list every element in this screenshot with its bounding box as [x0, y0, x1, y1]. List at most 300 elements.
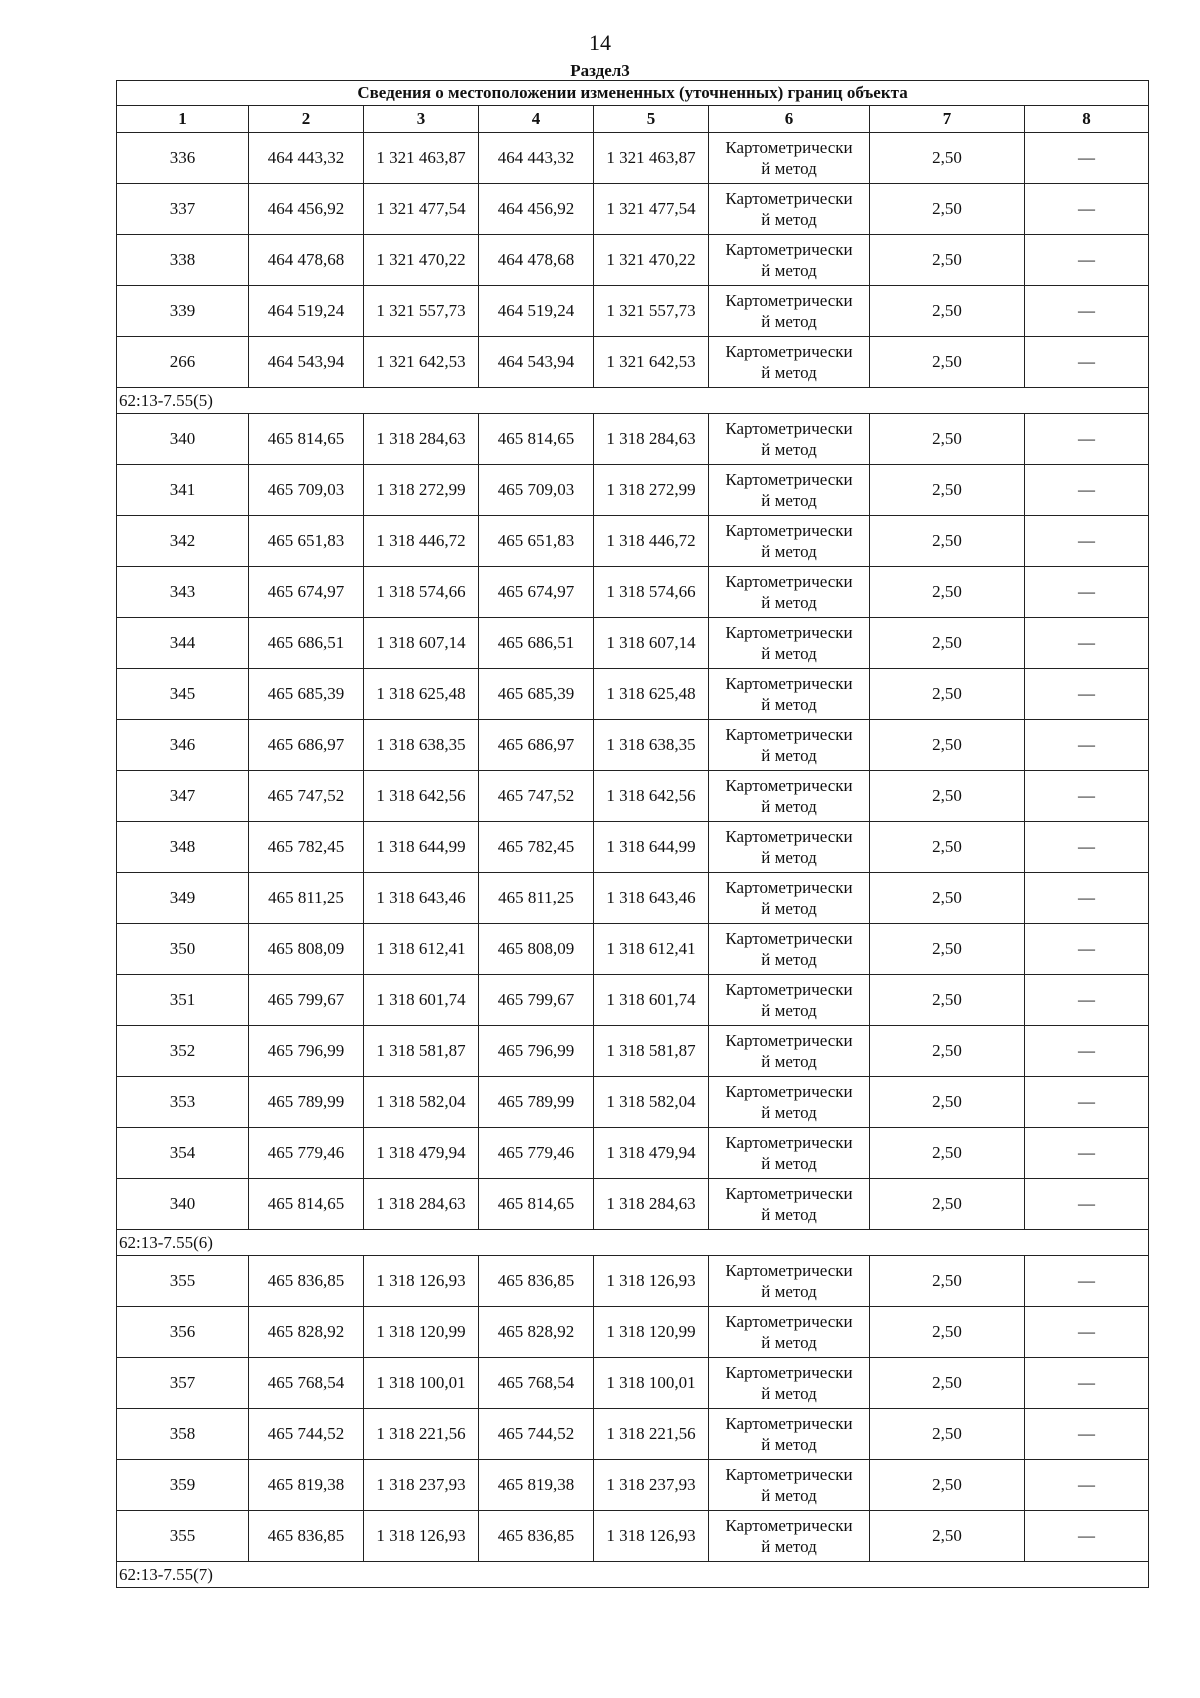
method-line-2: й метод [761, 261, 817, 280]
column-header-6: 6 [709, 106, 870, 133]
y-existing-cell: 1 321 463,87 [364, 133, 479, 184]
table-row [117, 771, 1149, 822]
description-cell: — [1025, 465, 1149, 516]
method-line-2: й метод [761, 210, 817, 229]
y-new-cell: 1 318 642,56 [594, 771, 709, 822]
point-number-cell: 336 [117, 133, 249, 184]
y-existing-cell: 1 318 601,74 [364, 975, 479, 1026]
accuracy-cell: 2,50 [870, 184, 1025, 235]
y-existing-cell: 1 318 612,41 [364, 924, 479, 975]
method-cell [709, 1256, 870, 1307]
table-row [117, 1256, 1149, 1307]
method-line-1: Картометрически [725, 827, 853, 846]
method-line-2: й метод [761, 159, 817, 178]
point-number-cell: 338 [117, 235, 249, 286]
y-new-cell: 1 321 463,87 [594, 133, 709, 184]
y-existing-cell: 1 318 642,56 [364, 771, 479, 822]
y-new-cell: 1 321 557,73 [594, 286, 709, 337]
method-cell [709, 975, 870, 1026]
method-line-2: й метод [761, 1384, 817, 1403]
method-line-2: й метод [761, 1103, 817, 1122]
method-line-2: й метод [761, 899, 817, 918]
method-line-2: й метод [761, 1537, 817, 1556]
method-line-2: й метод [761, 1154, 817, 1173]
x-existing-cell: 464 478,68 [249, 235, 364, 286]
table-row [117, 414, 1149, 465]
accuracy-cell: 2,50 [870, 337, 1025, 388]
column-header-1: 1 [117, 106, 249, 133]
x-existing-cell: 465 828,92 [249, 1307, 364, 1358]
y-new-cell: 1 318 272,99 [594, 465, 709, 516]
y-existing-cell: 1 318 446,72 [364, 516, 479, 567]
method-line-2: й метод [761, 746, 817, 765]
method-cell [709, 235, 870, 286]
y-existing-cell: 1 318 644,99 [364, 822, 479, 873]
table-caption: Сведения о местоположении измененных (уточненных) границ объекта [117, 81, 1149, 106]
method-line-2: й метод [761, 440, 817, 459]
point-number-cell: 353 [117, 1077, 249, 1128]
point-number-cell: 350 [117, 924, 249, 975]
description-cell: — [1025, 1409, 1149, 1460]
method-cell [709, 1460, 870, 1511]
y-new-cell: 1 321 642,53 [594, 337, 709, 388]
x-existing-cell: 465 811,25 [249, 873, 364, 924]
method-cell [709, 184, 870, 235]
y-existing-cell: 1 318 582,04 [364, 1077, 479, 1128]
description-cell: — [1025, 133, 1149, 184]
accuracy-cell: 2,50 [870, 414, 1025, 465]
method-line-2: й метод [761, 363, 817, 382]
y-existing-cell: 1 318 479,94 [364, 1128, 479, 1179]
x-existing-cell: 465 819,38 [249, 1460, 364, 1511]
accuracy-cell: 2,50 [870, 720, 1025, 771]
point-number-cell: 355 [117, 1256, 249, 1307]
x-new-cell: 465 674,97 [479, 567, 594, 618]
y-new-cell: 1 318 601,74 [594, 975, 709, 1026]
accuracy-cell: 2,50 [870, 1179, 1025, 1230]
x-new-cell: 465 808,09 [479, 924, 594, 975]
y-existing-cell: 1 318 625,48 [364, 669, 479, 720]
group-header-row [117, 1562, 1149, 1588]
x-existing-cell: 465 779,46 [249, 1128, 364, 1179]
accuracy-cell: 2,50 [870, 873, 1025, 924]
table-row [117, 1179, 1149, 1230]
x-new-cell: 464 478,68 [479, 235, 594, 286]
column-number-row [117, 106, 1149, 133]
accuracy-cell: 2,50 [870, 924, 1025, 975]
x-existing-cell: 465 747,52 [249, 771, 364, 822]
accuracy-cell: 2,50 [870, 771, 1025, 822]
point-number-cell: 358 [117, 1409, 249, 1460]
description-cell: — [1025, 720, 1149, 771]
method-cell [709, 1026, 870, 1077]
point-number-cell: 355 [117, 1511, 249, 1562]
accuracy-cell: 2,50 [870, 1460, 1025, 1511]
x-existing-cell: 465 686,97 [249, 720, 364, 771]
method-line-1: Картометрически [725, 623, 853, 642]
y-existing-cell: 1 318 638,35 [364, 720, 479, 771]
y-new-cell: 1 318 221,56 [594, 1409, 709, 1460]
y-new-cell: 1 318 120,99 [594, 1307, 709, 1358]
x-new-cell: 465 685,39 [479, 669, 594, 720]
table-row [117, 924, 1149, 975]
point-number-cell: 357 [117, 1358, 249, 1409]
table-row [117, 873, 1149, 924]
table-row [117, 1358, 1149, 1409]
method-cell [709, 873, 870, 924]
description-cell: — [1025, 516, 1149, 567]
method-cell [709, 720, 870, 771]
x-existing-cell: 464 456,92 [249, 184, 364, 235]
x-new-cell: 464 519,24 [479, 286, 594, 337]
method-cell [709, 465, 870, 516]
table-row [117, 1409, 1149, 1460]
table-row [117, 235, 1149, 286]
method-line-2: й метод [761, 1435, 817, 1454]
x-new-cell: 465 814,65 [479, 414, 594, 465]
method-cell [709, 133, 870, 184]
description-cell: — [1025, 286, 1149, 337]
description-cell: — [1025, 1256, 1149, 1307]
y-new-cell: 1 318 446,72 [594, 516, 709, 567]
method-line-1: Картометрически [725, 521, 853, 540]
x-existing-cell: 465 799,67 [249, 975, 364, 1026]
accuracy-cell: 2,50 [870, 1307, 1025, 1358]
accuracy-cell: 2,50 [870, 516, 1025, 567]
y-new-cell: 1 318 126,93 [594, 1256, 709, 1307]
table-row [117, 286, 1149, 337]
x-existing-cell: 465 744,52 [249, 1409, 364, 1460]
description-cell: — [1025, 1460, 1149, 1511]
y-existing-cell: 1 318 284,63 [364, 414, 479, 465]
method-cell [709, 1179, 870, 1230]
y-existing-cell: 1 321 642,53 [364, 337, 479, 388]
method-cell [709, 1511, 870, 1562]
x-new-cell: 465 836,85 [479, 1256, 594, 1307]
x-existing-cell: 465 674,97 [249, 567, 364, 618]
method-line-2: й метод [761, 593, 817, 612]
method-line-2: й метод [761, 1052, 817, 1071]
table-row [117, 1460, 1149, 1511]
column-header-3: 3 [364, 106, 479, 133]
x-new-cell: 465 782,45 [479, 822, 594, 873]
method-line-1: Картометрически [725, 1516, 853, 1535]
table-row [117, 1077, 1149, 1128]
accuracy-cell: 2,50 [870, 669, 1025, 720]
table-body [117, 133, 1149, 1588]
accuracy-cell: 2,50 [870, 465, 1025, 516]
method-cell [709, 286, 870, 337]
table-row [117, 669, 1149, 720]
y-new-cell: 1 318 644,99 [594, 822, 709, 873]
accuracy-cell: 2,50 [870, 618, 1025, 669]
point-number-cell: 348 [117, 822, 249, 873]
method-line-1: Картометрически [725, 1031, 853, 1050]
y-existing-cell: 1 318 100,01 [364, 1358, 479, 1409]
table-row [117, 1511, 1149, 1562]
x-existing-cell: 465 836,85 [249, 1511, 364, 1562]
method-line-1: Картометрически [725, 291, 853, 310]
y-existing-cell: 1 318 120,99 [364, 1307, 479, 1358]
y-existing-cell: 1 318 284,63 [364, 1179, 479, 1230]
group-header-row [117, 1230, 1149, 1256]
method-cell [709, 337, 870, 388]
method-line-1: Картометрически [725, 1082, 853, 1101]
point-number-cell: 359 [117, 1460, 249, 1511]
method-cell [709, 1307, 870, 1358]
table-row [117, 567, 1149, 618]
description-cell: — [1025, 414, 1149, 465]
description-cell: — [1025, 1511, 1149, 1562]
method-cell [709, 771, 870, 822]
column-header-4: 4 [479, 106, 594, 133]
y-existing-cell: 1 318 126,93 [364, 1256, 479, 1307]
x-existing-cell: 464 543,94 [249, 337, 364, 388]
table-row [117, 465, 1149, 516]
method-line-2: й метод [761, 1486, 817, 1505]
x-existing-cell: 465 709,03 [249, 465, 364, 516]
description-cell: — [1025, 337, 1149, 388]
y-existing-cell: 1 318 607,14 [364, 618, 479, 669]
y-existing-cell: 1 318 237,93 [364, 1460, 479, 1511]
x-new-cell: 465 811,25 [479, 873, 594, 924]
method-line-1: Картометрически [725, 929, 853, 948]
point-number-cell: 341 [117, 465, 249, 516]
table-row [117, 618, 1149, 669]
accuracy-cell: 2,50 [870, 822, 1025, 873]
boundary-table [116, 80, 1149, 1588]
x-new-cell: 465 819,38 [479, 1460, 594, 1511]
x-new-cell: 465 796,99 [479, 1026, 594, 1077]
method-line-2: й метод [761, 312, 817, 331]
method-line-1: Картометрически [725, 980, 853, 999]
description-cell: — [1025, 975, 1149, 1026]
point-number-cell: 339 [117, 286, 249, 337]
point-number-cell: 351 [117, 975, 249, 1026]
description-cell: — [1025, 873, 1149, 924]
y-new-cell: 1 318 237,93 [594, 1460, 709, 1511]
method-line-1: Картометрически [725, 419, 853, 438]
x-new-cell: 464 543,94 [479, 337, 594, 388]
method-line-1: Картометрически [725, 470, 853, 489]
description-cell: — [1025, 235, 1149, 286]
point-number-cell: 354 [117, 1128, 249, 1179]
column-header-8: 8 [1025, 106, 1149, 133]
table-row [117, 337, 1149, 388]
method-cell [709, 669, 870, 720]
y-new-cell: 1 318 100,01 [594, 1358, 709, 1409]
description-cell: — [1025, 669, 1149, 720]
x-new-cell: 464 443,32 [479, 133, 594, 184]
x-new-cell: 465 768,54 [479, 1358, 594, 1409]
accuracy-cell: 2,50 [870, 1026, 1025, 1077]
y-existing-cell: 1 318 643,46 [364, 873, 479, 924]
method-line-1: Картометрически [725, 1465, 853, 1484]
y-existing-cell: 1 321 557,73 [364, 286, 479, 337]
point-number-cell: 347 [117, 771, 249, 822]
method-cell [709, 924, 870, 975]
description-cell: — [1025, 771, 1149, 822]
y-existing-cell: 1 318 126,93 [364, 1511, 479, 1562]
y-new-cell: 1 318 284,63 [594, 414, 709, 465]
method-line-1: Картометрически [725, 342, 853, 361]
x-new-cell: 465 709,03 [479, 465, 594, 516]
method-line-1: Картометрически [725, 776, 853, 795]
accuracy-cell: 2,50 [870, 235, 1025, 286]
x-existing-cell: 465 685,39 [249, 669, 364, 720]
description-cell: — [1025, 567, 1149, 618]
method-cell [709, 1409, 870, 1460]
method-line-1: Картометрически [725, 674, 853, 693]
x-new-cell: 465 814,65 [479, 1179, 594, 1230]
y-new-cell: 1 318 284,63 [594, 1179, 709, 1230]
y-new-cell: 1 318 625,48 [594, 669, 709, 720]
method-line-1: Картометрически [725, 189, 853, 208]
accuracy-cell: 2,50 [870, 975, 1025, 1026]
description-cell: — [1025, 1128, 1149, 1179]
method-line-1: Картометрически [725, 725, 853, 744]
method-line-2: й метод [761, 1282, 817, 1301]
y-existing-cell: 1 321 477,54 [364, 184, 479, 235]
y-new-cell: 1 318 643,46 [594, 873, 709, 924]
method-cell [709, 567, 870, 618]
method-line-2: й метод [761, 1001, 817, 1020]
group-label: 62:13-7.55(5) [117, 388, 1149, 414]
column-header-2: 2 [249, 106, 364, 133]
x-new-cell: 465 828,92 [479, 1307, 594, 1358]
point-number-cell: 343 [117, 567, 249, 618]
accuracy-cell: 2,50 [870, 133, 1025, 184]
section-title: Раздел3 [570, 61, 630, 80]
method-line-2: й метод [761, 695, 817, 714]
group-label: 62:13-7.55(6) [117, 1230, 1149, 1256]
x-new-cell: 465 686,51 [479, 618, 594, 669]
x-new-cell: 465 836,85 [479, 1511, 594, 1562]
method-line-1: Картометрически [725, 1184, 853, 1203]
y-new-cell: 1 318 574,66 [594, 567, 709, 618]
x-existing-cell: 465 686,51 [249, 618, 364, 669]
table-row [117, 1026, 1149, 1077]
method-line-2: й метод [761, 542, 817, 561]
method-line-2: й метод [761, 1205, 817, 1224]
x-existing-cell: 465 782,45 [249, 822, 364, 873]
point-number-cell: 266 [117, 337, 249, 388]
x-existing-cell: 465 768,54 [249, 1358, 364, 1409]
y-new-cell: 1 321 470,22 [594, 235, 709, 286]
description-cell: — [1025, 822, 1149, 873]
x-existing-cell: 465 814,65 [249, 414, 364, 465]
method-line-1: Картометрически [725, 1312, 853, 1331]
method-cell [709, 1077, 870, 1128]
method-cell [709, 1358, 870, 1409]
method-line-1: Картометрически [725, 1363, 853, 1382]
x-new-cell: 465 686,97 [479, 720, 594, 771]
x-existing-cell: 464 443,32 [249, 133, 364, 184]
x-existing-cell: 465 796,99 [249, 1026, 364, 1077]
accuracy-cell: 2,50 [870, 1511, 1025, 1562]
x-new-cell: 465 744,52 [479, 1409, 594, 1460]
x-existing-cell: 464 519,24 [249, 286, 364, 337]
group-header-row [117, 388, 1149, 414]
description-cell: — [1025, 1077, 1149, 1128]
point-number-cell: 346 [117, 720, 249, 771]
method-line-2: й метод [761, 1333, 817, 1352]
accuracy-cell: 2,50 [870, 1128, 1025, 1179]
description-cell: — [1025, 1358, 1149, 1409]
x-existing-cell: 465 836,85 [249, 1256, 364, 1307]
method-cell [709, 1128, 870, 1179]
y-new-cell: 1 318 479,94 [594, 1128, 709, 1179]
accuracy-cell: 2,50 [870, 1077, 1025, 1128]
description-cell: — [1025, 184, 1149, 235]
point-number-cell: 344 [117, 618, 249, 669]
table-row [117, 720, 1149, 771]
accuracy-cell: 2,50 [870, 1358, 1025, 1409]
method-line-1: Картометрически [725, 1261, 853, 1280]
y-new-cell: 1 318 612,41 [594, 924, 709, 975]
method-line-1: Картометрически [725, 1133, 853, 1152]
x-existing-cell: 465 789,99 [249, 1077, 364, 1128]
y-existing-cell: 1 321 470,22 [364, 235, 479, 286]
description-cell: — [1025, 1026, 1149, 1077]
description-cell: — [1025, 1307, 1149, 1358]
x-new-cell: 465 747,52 [479, 771, 594, 822]
accuracy-cell: 2,50 [870, 1409, 1025, 1460]
point-number-cell: 340 [117, 414, 249, 465]
method-cell [709, 516, 870, 567]
column-header-7: 7 [870, 106, 1025, 133]
x-existing-cell: 465 651,83 [249, 516, 364, 567]
method-line-2: й метод [761, 848, 817, 867]
y-new-cell: 1 318 581,87 [594, 1026, 709, 1077]
table-row [117, 133, 1149, 184]
point-number-cell: 345 [117, 669, 249, 720]
table-row [117, 184, 1149, 235]
y-existing-cell: 1 318 581,87 [364, 1026, 479, 1077]
table-row [117, 1307, 1149, 1358]
point-number-cell: 352 [117, 1026, 249, 1077]
method-line-2: й метод [761, 644, 817, 663]
y-new-cell: 1 321 477,54 [594, 184, 709, 235]
accuracy-cell: 2,50 [870, 286, 1025, 337]
table-row [117, 1128, 1149, 1179]
point-number-cell: 337 [117, 184, 249, 235]
x-existing-cell: 465 814,65 [249, 1179, 364, 1230]
y-new-cell: 1 318 582,04 [594, 1077, 709, 1128]
x-new-cell: 465 651,83 [479, 516, 594, 567]
description-cell: — [1025, 924, 1149, 975]
group-label: 62:13-7.55(7) [117, 1562, 1149, 1588]
accuracy-cell: 2,50 [870, 1256, 1025, 1307]
description-cell: — [1025, 1179, 1149, 1230]
method-line-2: й метод [761, 797, 817, 816]
point-number-cell: 356 [117, 1307, 249, 1358]
table-row [117, 975, 1149, 1026]
point-number-cell: 349 [117, 873, 249, 924]
y-new-cell: 1 318 638,35 [594, 720, 709, 771]
method-line-1: Картометрически [725, 138, 853, 157]
method-cell [709, 822, 870, 873]
x-new-cell: 465 779,46 [479, 1128, 594, 1179]
column-header-5: 5 [594, 106, 709, 133]
y-new-cell: 1 318 607,14 [594, 618, 709, 669]
method-line-1: Картометрически [725, 572, 853, 591]
x-new-cell: 465 799,67 [479, 975, 594, 1026]
y-existing-cell: 1 318 574,66 [364, 567, 479, 618]
description-cell: — [1025, 618, 1149, 669]
page-number: 14 [589, 30, 611, 55]
y-new-cell: 1 318 126,93 [594, 1511, 709, 1562]
